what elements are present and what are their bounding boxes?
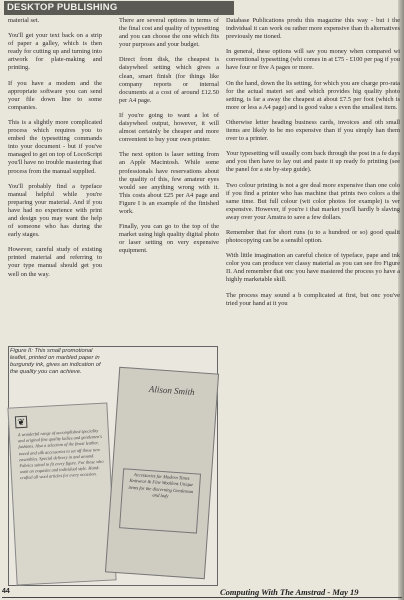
leaflet-left-text: A wonderful range of accomplished speciality and original fine quality ladies and gentlemen's fashions. Also a selection of the finest leather, tweed and silk accessories to set off those new ensembles. Special delivery in and around. Fabrics suited to fit every figure. For those who want an exquisite and individual style. Hand-crafted all wool articles for every occasion.	[17, 428, 104, 481]
ornament-icon: ❦	[15, 416, 28, 429]
paragraph: With little imagination an careful choice of typeface, pape and ink color you can produce ver classy material as you can see fro Figure II. And remember that onc you have mastered the process yo have a highly marketable skill.	[226, 252, 400, 284]
section-header: DESKTOP PUBLISHING	[4, 1, 234, 15]
paragraph: Database Publications produ this magazine this way - but i the individual it can work ou rather more expensive than th alternatives previously me tioned.	[226, 17, 400, 41]
paragraph: If you're going to want a lot of daisywheel output, however, it will almost certainly be cheaper and more convenient to buy your own printer.	[119, 111, 219, 144]
text-column-1	[8, 17, 102, 286]
paragraph: You'll probably find a typeface manual helpful while you're preparing your material. And if you have had no experience with print and design you may want the help of someone who has during the early stages.	[8, 182, 102, 239]
text-column-3	[226, 17, 400, 315]
page-number: 44	[2, 588, 10, 595]
paragraph: Finally, you can go to the top of the market using high quality digital photo or laser setting on very expensive equipment.	[119, 223, 219, 255]
text-column-2	[119, 17, 219, 262]
paragraph: Remember that for short runs (u to a hundred or so) good qualit photocopying can be a sensibl option.	[226, 228, 400, 245]
paragraph: The next option is laser setting from an Apple Macintosh. While some professionals have reservations about the quality of this, few amateur eyes would see anything wrong with it. This costs about £25 per A4 page and Figure I is an example of the finished work.	[119, 151, 219, 215]
paragraph: On the hand, down the lis setting, for which you are charge pro-rata for the actual materi set and which provides hig quality photo setting, is far a away the cheapest at about £7.5 per foot (which is more or less a A4 page) and is good value s even the smallest item.	[226, 79, 400, 111]
paragraph: Your typesetting will usually com back through the post in a fe days and you then have to lay out and paste it up ready fo printing (see the panel for a ste by-step guide).	[226, 150, 401, 174]
leaflet-sample-left	[7, 403, 116, 586]
paragraph: The process may sound a b complicated at first, but onc you've tried your hand at it you	[226, 291, 400, 307]
footer-rule	[2, 597, 402, 598]
paragraph: If you have a modem and the appropriate software you can send your file down line to some companies.	[8, 79, 102, 111]
paragraph: In general, these options will sav you money when compared wi conventional typesetting (whi comes in at £75 - £100 per pag if you have four or five A pages or more.	[226, 48, 400, 72]
magazine-footer: Computing With The Amstrad - May 19	[220, 587, 359, 597]
paragraph: material set.	[8, 17, 40, 24]
leaflet-right-text: Accessories for Modern Times Knitwear & Fine Woollens Unique items for the discerning Gentleman and lady	[128, 472, 194, 499]
paragraph: However, careful study of existing printed material and referring to your type manual should get you well on the way.	[8, 246, 102, 278]
leaflet-sample-right	[105, 367, 219, 579]
figure-caption: Figure II: This small promotional leaflet, printed on marbled paper in burgundy ink, gives an indication of the quality you can achieve.	[10, 348, 101, 375]
paragraph: You'll get your text back on a strip of paper a galley, which is then ready for cutting up and turning into artwork for plate-making and printing.	[8, 32, 102, 72]
paragraph: There are several options in terms of the final cost and quality of typesetting and you can choose the one which fits your purposes and your budget.	[119, 17, 219, 49]
paragraph: This is a slightly more complicated process which requires you to embed the typesetting commands into your document - but if you've managed to get on top of LocoScript you'll have no trouble mastering that process from the manual supplied.	[8, 118, 102, 175]
paragraph: Otherwise letter heading business cards, invoices and oth small items are likely to be mo expensive than if you simply han them over to a printer.	[226, 118, 400, 143]
leaflet-right-title: Alison Smith	[148, 383, 195, 398]
paragraph: Two colour printing is not a gre deal more expensive than one colo if you find a printer who has machine that prints two colors a the same time. But full colour (wit color photos for example) is ver expensive. However, if you're i that market you'll hardly b slaving away over your Amstra to save a few dollars.	[226, 181, 400, 221]
paragraph: Direct from disk, the cheapest is daisywheel setting which gives a clean, smart finish (for things like company reports or internal documents at a cost of around £12.50 per A4 page.	[119, 56, 219, 104]
